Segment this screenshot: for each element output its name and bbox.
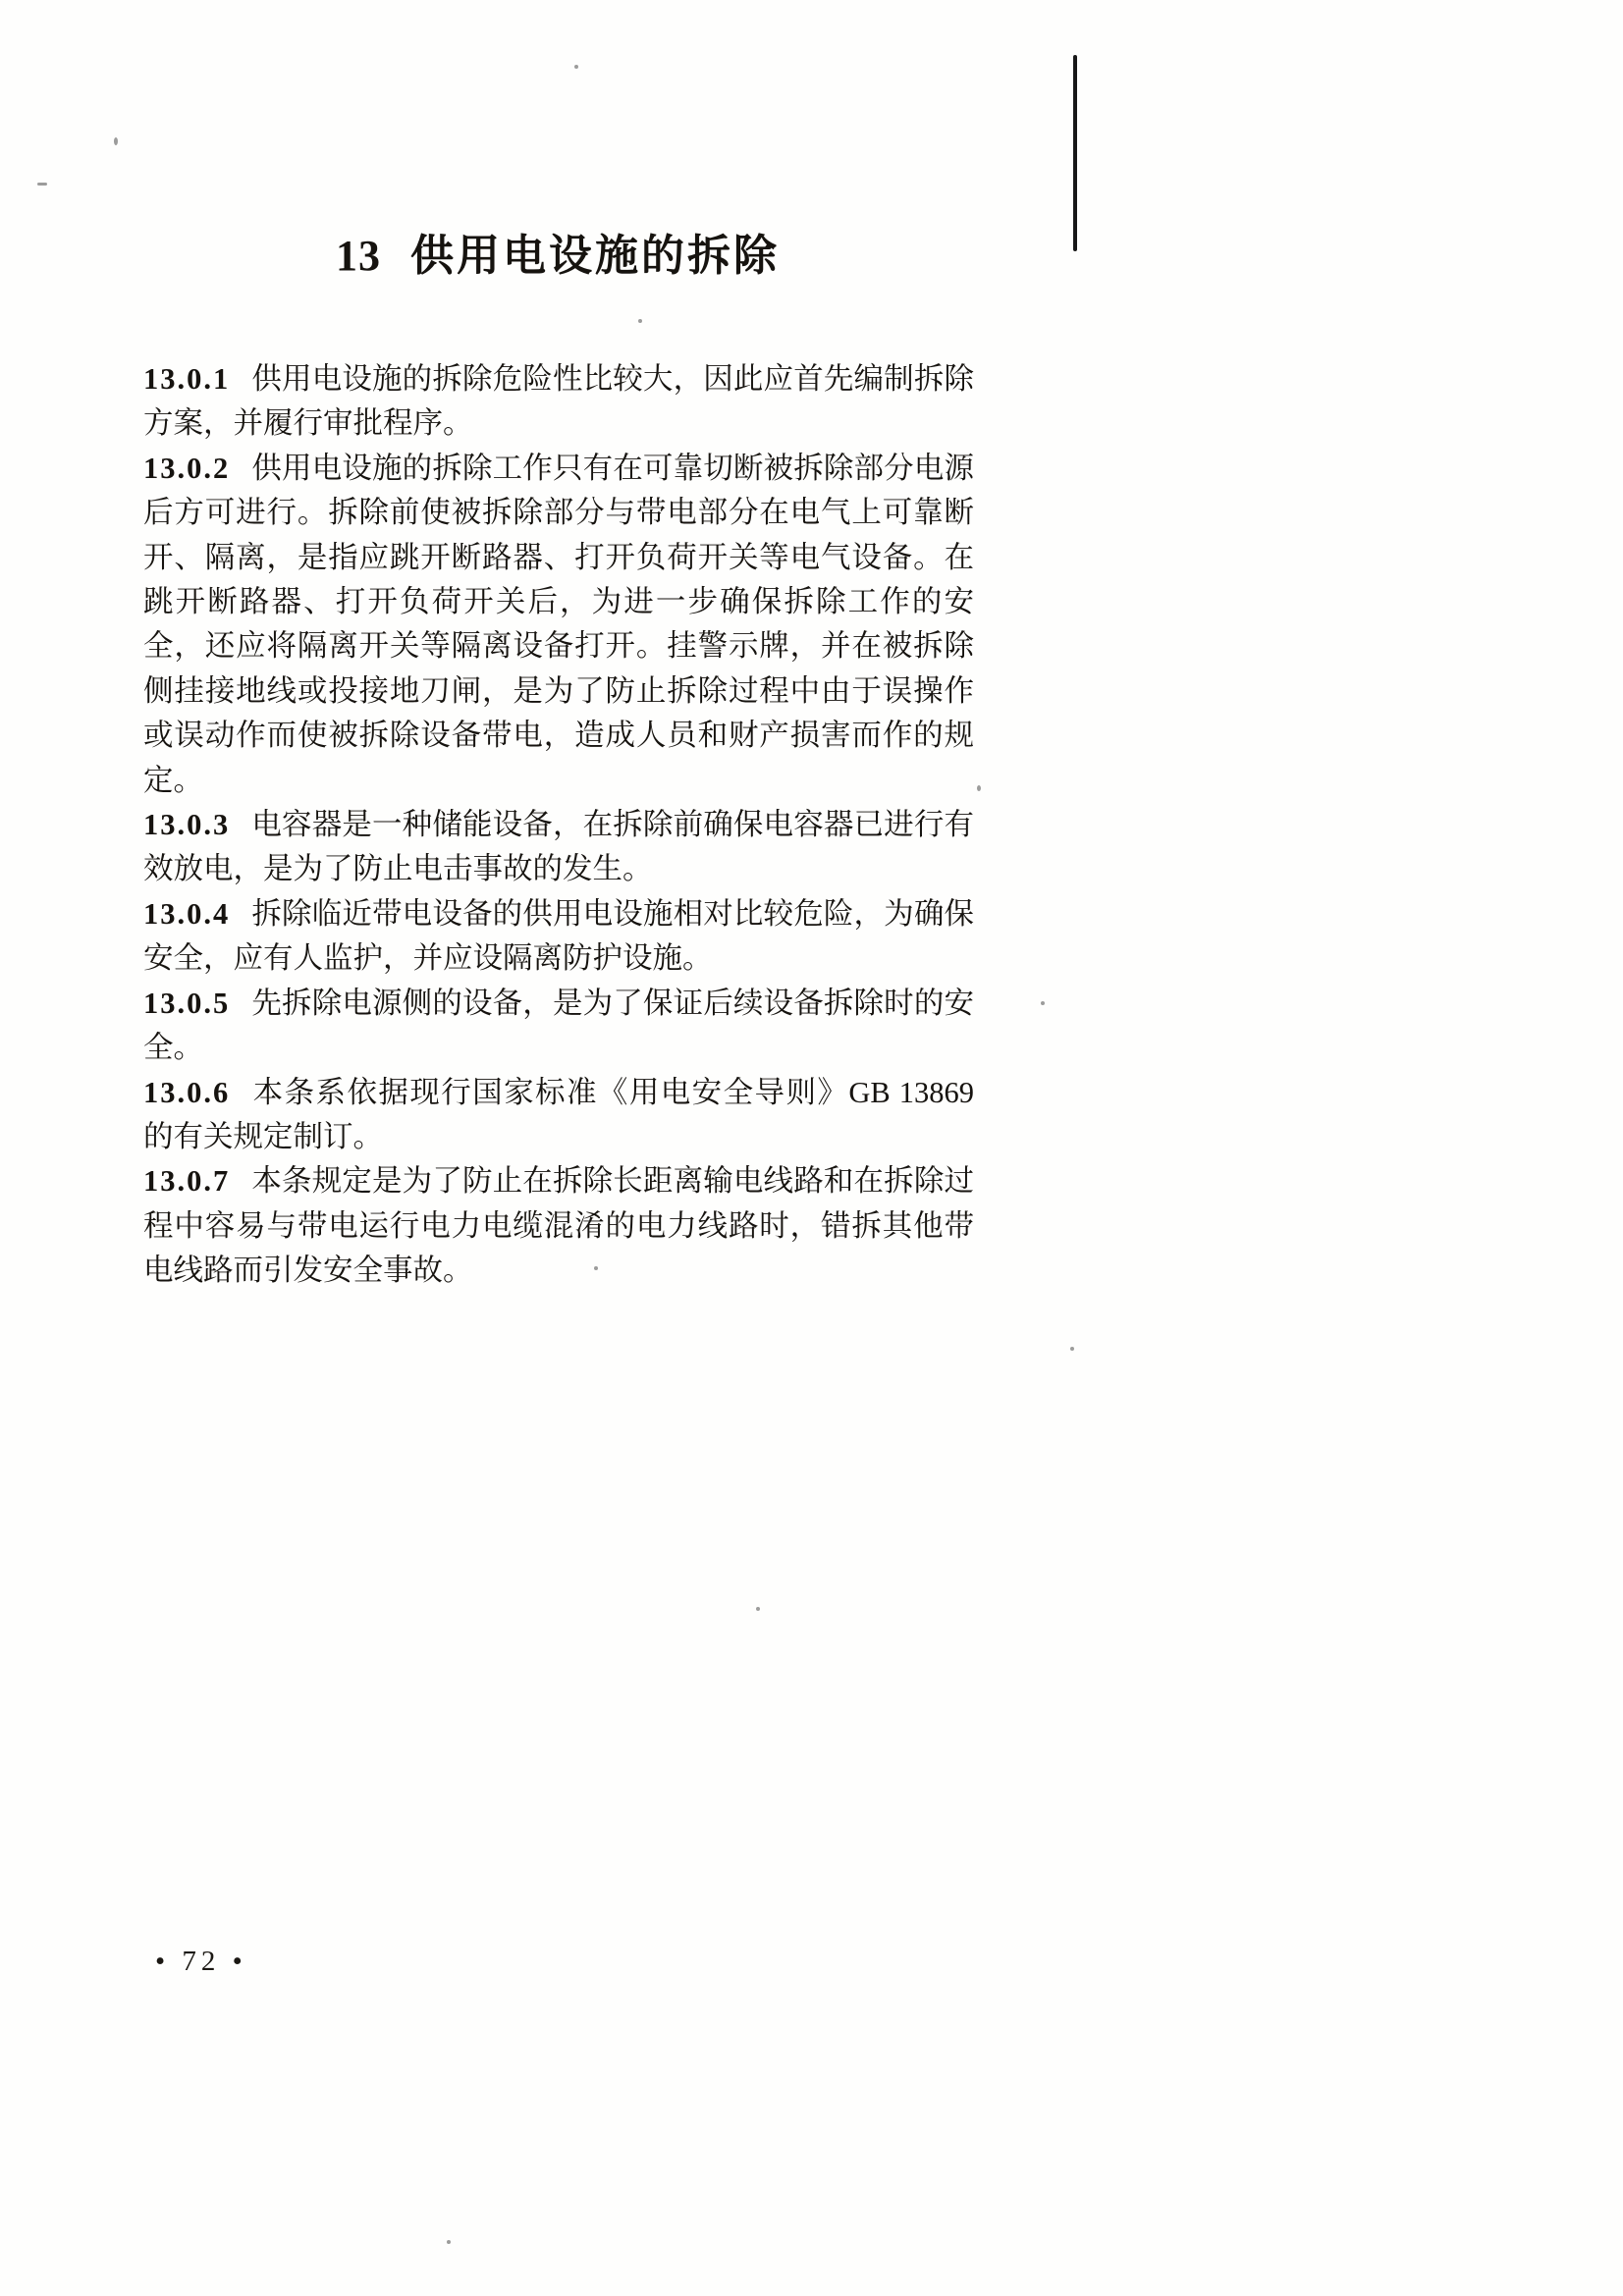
page-number: • 72 • (155, 1946, 247, 1977)
section-paragraph-13-0-6 (143, 1071, 974, 1160)
scan-speck (1041, 1001, 1045, 1005)
section-number: 13.0.1 (143, 362, 231, 396)
section-paragraph-13-0-3 (143, 803, 974, 892)
section-text: 供用电设施的拆除工作只有在可靠切断被拆除部分电源后方可进行。拆除前使被拆除部分与带电部分在电气上可靠断开、隔离，是指应跳开断路器、打开负荷开关等电气设备。在跳开断路器、打开负荷开关后，为进一步确保拆除工作的安全，还应将隔离开关等隔离设备打开。挂警示牌，并在被拆除侧挂接地线或投接地刀闸，是为了防止拆除过程中由于误操作或误动作而使被拆除设备带电，造成人员和财产损害而作的规定。 (143, 451, 974, 797)
chapter-heading (142, 220, 973, 283)
scan-artifact-line (1073, 55, 1077, 251)
body-text (143, 357, 974, 1294)
section-paragraph-13-0-1 (143, 357, 974, 447)
scan-speck (977, 785, 981, 791)
section-number: 13.0.6 (143, 1075, 231, 1109)
scan-speck (574, 65, 578, 69)
section-paragraph-13-0-4 (143, 892, 974, 982)
section-paragraph-13-0-2 (143, 447, 974, 803)
chapter-number: 13 (336, 232, 381, 280)
scan-speck (447, 2240, 451, 2244)
section-paragraph-13-0-7 (143, 1159, 974, 1293)
section-text: 电容器是一种储能设备，在拆除前确保电容器已进行有效放电，是为了防止电击事故的发生。 (143, 808, 974, 886)
section-text: 本条规定是为了防止在拆除长距离输电线路和在拆除过程中容易与带电运行电力电缆混淆的电力线路时，错拆其他带电线路而引发安全事故。 (143, 1164, 974, 1288)
section-text: 供用电设施的拆除危险性比较大，因此应首先编制拆除方案，并履行审批程序。 (143, 362, 974, 441)
section-number: 13.0.4 (143, 896, 231, 931)
scan-speck (114, 137, 118, 145)
chapter-title-text: 供用电设施的拆除 (410, 232, 780, 280)
section-text: 先拆除电源侧的设备，是为了保证后续设备拆除时的安全。 (143, 986, 974, 1065)
scan-speck (756, 1607, 760, 1611)
scan-speck (638, 319, 642, 323)
scan-speck (37, 183, 47, 186)
section-paragraph-13-0-5 (143, 982, 974, 1071)
section-number: 13.0.7 (143, 1164, 231, 1199)
scan-speck (1070, 1347, 1074, 1351)
section-number: 13.0.3 (143, 808, 231, 842)
section-text: 本条系依据现行国家标准《用电安全导则》GB 13869 的有关规定制订。 (143, 1075, 974, 1153)
section-number: 13.0.5 (143, 986, 231, 1020)
section-number: 13.0.2 (143, 451, 231, 485)
section-text: 拆除临近带电设备的供用电设施相对比较危险，为确保安全，应有人监护，并应设隔离防护设施。 (143, 896, 974, 976)
